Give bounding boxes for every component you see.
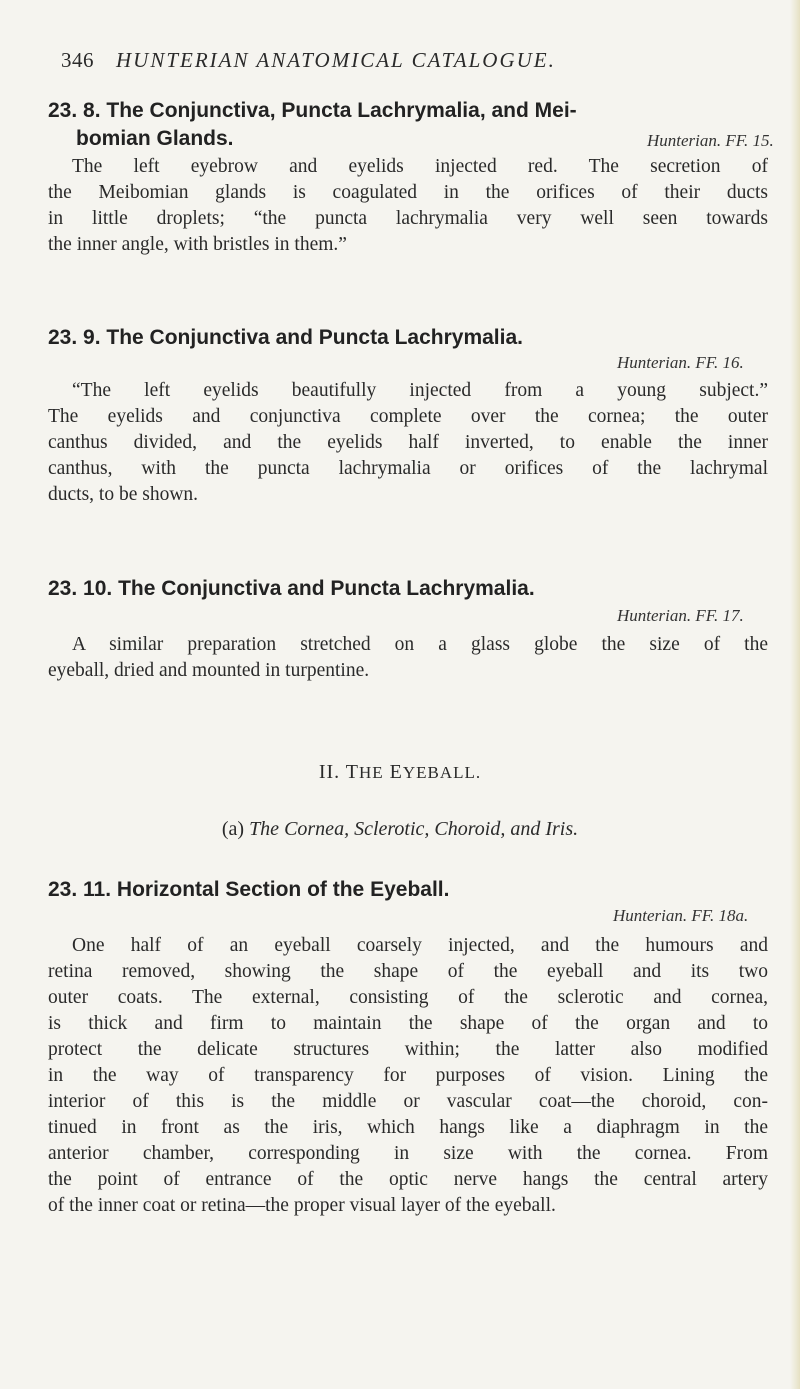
entry-title-23-11 [48,878,449,902]
page-header [61,48,556,73]
body-line: “The left eyelids beautifully injected from a young subject.” [72,380,768,401]
body-line: eyeball, dried and mounted in turpentine. [48,660,370,681]
entry-number: 23. 11. [48,878,112,901]
hunterian-ref: Hunterian. FF. 17. [617,606,744,625]
entry-title-23-8-cont [76,127,234,151]
body-line: the inner angle, with bristles in them.” [48,234,347,255]
entry-title-23-8 [48,99,577,123]
hunterian-ref: Hunterian. FF. 16. [617,353,744,372]
page-number: 346 [61,48,94,72]
body-line: of the inner coat or retina—the proper visual layer of the eyeball. [48,1195,556,1216]
body-line: is thick and firm to maintain the shape of the organ and to [48,1013,768,1034]
body-line: canthus divided, and the eyelids half inverted, to enable the inner [48,432,768,453]
entry-body-23-10 [48,632,768,684]
subsection-heading: (a) The Cornea, Sclerotic, Choroid, and Iris. [221,818,579,840]
entry-number: 23. 8. [48,99,101,122]
body-line: One half of an eyeball coarsely injected, and the humours and [72,935,768,956]
body-line: in little droplets; “the puncta lachrymalia very well seen towards [48,208,768,229]
entry-heading-cont: bomian Glands. [76,127,234,150]
hunterian-ref: Hunterian. FF. 18a. [613,906,749,925]
body-line: The eyelids and conjunctiva complete over the cornea; the outer [48,406,768,427]
entry-body-23-9 [48,378,768,508]
body-line: in the way of transparency for purposes of vision. Lining the [48,1065,768,1086]
entry-title-23-10 [48,577,535,601]
body-line: the point of entrance of the optic nerve hangs the central artery [48,1169,768,1190]
body-line: outer coats. The external, consisting of the sclerotic and cornea, [48,987,768,1008]
body-line: ducts, to be shown. [48,484,199,505]
section-heading: II. THE EYEBALL. [318,761,482,783]
running-head: HUNTERIAN ANATOMICAL CATALOGUE. [116,48,556,72]
page-edge [790,0,800,1389]
body-line: the Meibomian glands is coagulated in the orifices of their ducts [48,182,768,203]
entry-body-23-11 [48,933,768,1219]
body-line: retina removed, showing the shape of the eyeball and its two [48,961,768,982]
body-line: A similar preparation stretched on a glass globe the size of the [72,634,768,655]
entry-heading: Horizontal Section of the Eyeball. [116,878,450,901]
entry-heading: The Conjunctiva and Puncta Lachrymalia. [118,577,535,600]
body-line: anterior chamber, corresponding in size with the cornea. From [48,1143,768,1164]
body-line: canthus, with the puncta lachrymalia or orifices of the lachrymal [48,458,768,479]
entry-heading: The Conjunctiva and Puncta Lachrymalia. [106,326,523,349]
body-line: tinued in front as the iris, which hangs like a diaphragm in the [48,1117,768,1138]
entry-body-23-8 [48,154,768,258]
body-line: The left eyebrow and eyelids injected red. The secretion of [72,156,768,177]
body-line: interior of this is the middle or vascular coat—the choroid, con- [48,1091,768,1112]
entry-number: 23. 9. [48,326,101,349]
entry-title-23-9 [48,326,523,350]
entry-heading: The Conjunctiva, Puncta Lachrymalia, and Mei- [106,99,577,122]
body-line: protect the delicate structures within; the latter also modified [48,1039,768,1060]
hunterian-ref: Hunterian. FF. 15. [647,131,774,150]
entry-number: 23. 10. [48,577,113,600]
